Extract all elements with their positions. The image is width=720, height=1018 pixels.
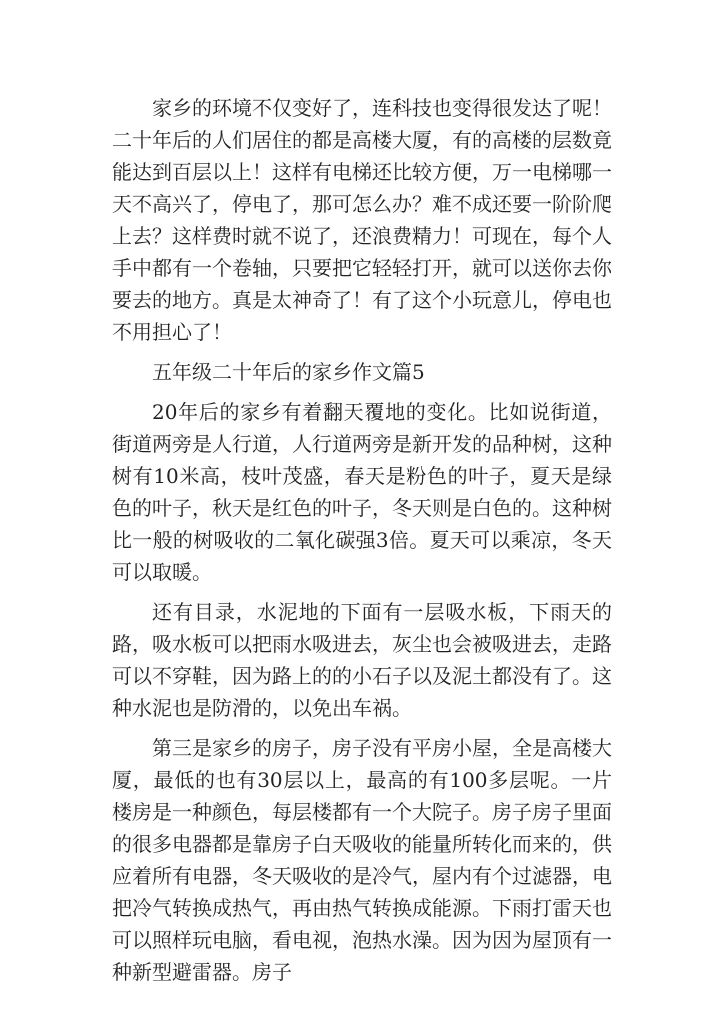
paragraph-houses: 第三是家乡的房子，房子没有平房小屋，全是高楼大厦，最低的也有30层以上，最高的有100多层呢。一片楼房是一种颜色，每层楼都有一个大院子。房子房子里面的很多电器都是靠房子白天吸收的能量所转化而来的，供应着所有电器，冬天吸收的是冷气，屋内有个过滤器，电把冷气转换成热气，再由热气转换成能源。下雨打雷天也可以照样玩电脑，看电视，泡热水澡。因为因为屋顶有一种新型避雷器。房子 [112,736,612,984]
document-body [112,92,612,988]
essay-title: 五年级二十年后的家乡作文篇5 [152,360,425,384]
paragraph-environment-tech: 家乡的环境不仅变好了，连科技也变得很发达了呢！二十年后的人们居住的都是高楼大厦，有的高楼的层数竟能达到百层以上！这样有电梯还比较方便，万一电梯哪一天不高兴了，停电了，那可怎么办？难不成还要一阶阶爬上去？这样费时就不说了，还浪费精力！可现在，每个人手中都有一个卷轴，只要把它轻轻打开，就可以送你去你要去的地方。真是太神奇了！有了这个小玩意儿，停电也不用担心了！ [112,96,612,344]
paragraph-streets-trees: 20年后的家乡有着翻天覆地的变化。比如说街道，街道两旁是人行道，人行道两旁是新开发的品种树，这种树有10米高，枝叶茂盛，春天是粉色的叶子，夏天是绿色的叶子，秋天是红色的叶子，冬天则是白色的。这种树比一般的树吸收的二氧化碳强3倍。夏天可以乘凉，冬天可以取暖。 [112,400,612,584]
paragraph-roads: 还有目录，水泥地的下面有一层吸水板，下雨天的路，吸水板可以把雨水吸进去，灰尘也会被吸进去，走路可以不穿鞋，因为路上的的小石子以及泥土都没有了。这种水泥也是防滑的，以免出车祸。 [112,600,612,720]
